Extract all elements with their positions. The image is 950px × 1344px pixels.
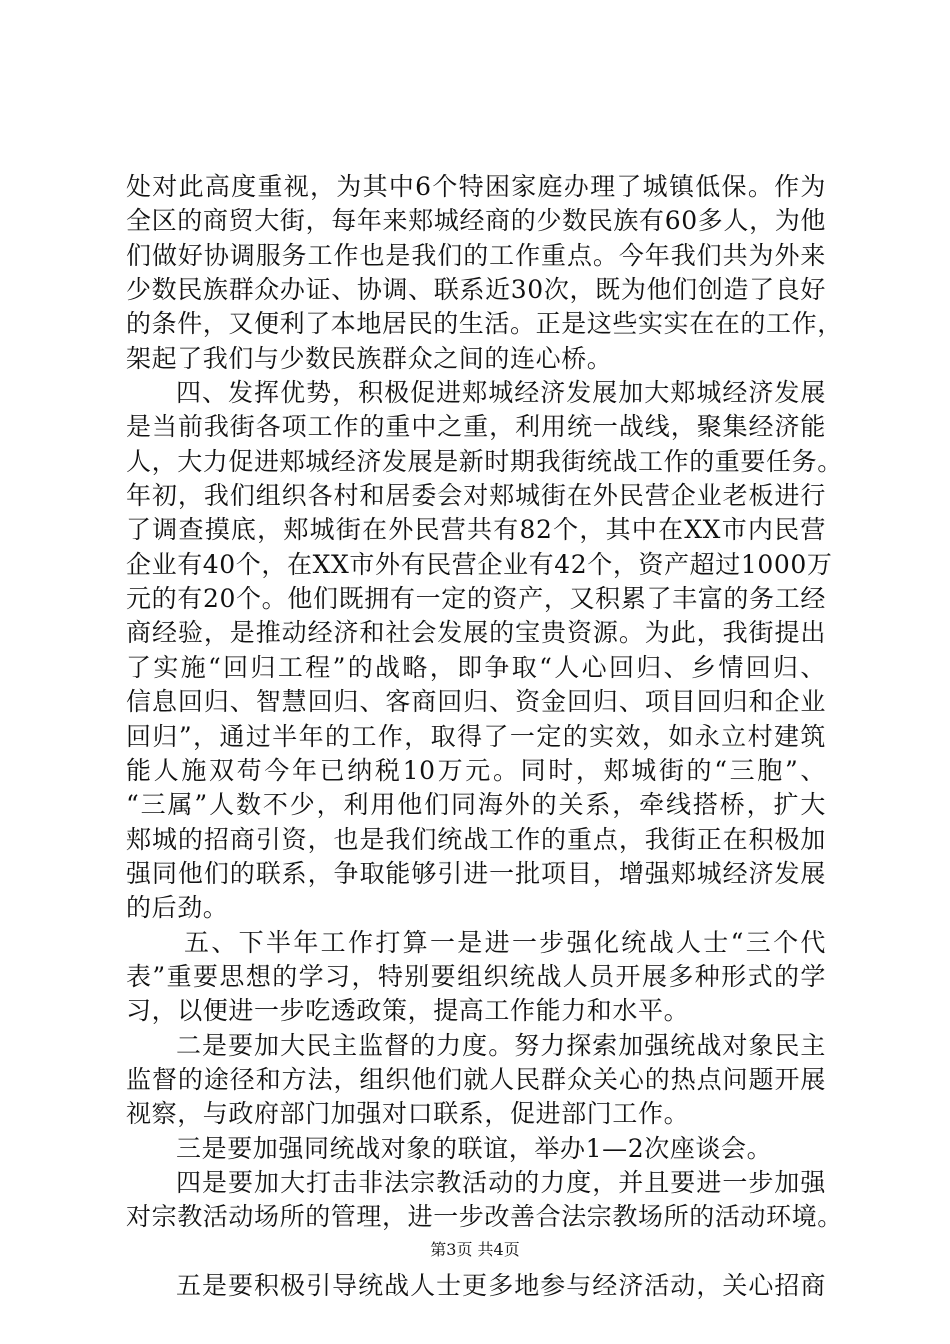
text-line: 视察，与政府部门加强对口联系，促进部门工作。 — [126, 1099, 690, 1129]
text-line: 强同他们的联系，争取能够引进一批项目，增强郏城经济发展 — [126, 858, 826, 888]
text-line: 了实施“回归工程”的战略，即争取“人心回归、乡情回归、 — [126, 652, 826, 682]
text-line: 的后劲。 — [126, 893, 229, 923]
text-line: 表”重要思想的学习，特别要组织统战人员开展多种形式的学 — [126, 961, 826, 991]
paragraph-start-line: 二是要加大民主监督的力度。努力探索加强统战对象民主 — [176, 1030, 826, 1060]
paragraph-start-line: 三是要加强同统战对象的联谊，举办1—2次座谈会。 — [176, 1133, 773, 1163]
text-line: 处对此高度重视，为其中6个特困家庭办理了城镇低保。作为 — [126, 172, 826, 201]
text-line: 架起了我们与少数民族群众之间的连心桥。 — [126, 343, 613, 373]
page-number-footer: 第3页 共4页 — [430, 1240, 520, 1259]
text-line: 信息回归、智慧回归、客商回归、资金回归、项目回归和企业 — [126, 687, 826, 717]
text-line: 企业有40个，在XX市外有民营企业有42个，资产超过1000万 — [126, 549, 833, 579]
text-line: 们做好协调服务工作也是我们的工作重点。今年我们共为外来 — [126, 240, 826, 270]
text-line: 人，大力促进郏城经济发展是新时期我街统战工作的重要任务。 — [126, 446, 843, 476]
paragraph-start-line: 五、下半年工作打算一是进一步强化统战人士“三个代 — [184, 927, 826, 957]
text-line: 的条件，又便利了本地居民的生活。正是这些实实在在的工作， — [126, 309, 843, 339]
text-line: 年初，我们组织各村和居委会对郏城街在外民营企业老板进行 — [126, 481, 826, 511]
text-line: 是当前我街各项工作的重中之重，利用统一战线，聚集经济能 — [126, 412, 826, 442]
text-line: 郏城的招商引资，也是我们统战工作的重点，我街正在积极加 — [126, 824, 826, 854]
text-line: 对宗教活动场所的管理，进一步改善合法宗教场所的活动环境。 — [126, 1202, 843, 1232]
text-line: 了调查摸底，郏城街在外民营共有82个，其中在XX市内民营 — [126, 515, 826, 545]
text-line: 元的有20个。他们既拥有一定的资产，又积累了丰富的务工经 — [126, 584, 826, 614]
paragraph-start-line: 五是要积极引导统战人士更多地参与经济活动，关心招商 — [176, 1270, 826, 1300]
text-line: “三属”人数不少，利用他们同海外的关系，牵线搭桥，扩大 — [126, 790, 826, 820]
text-line: 能人施双苟今年已纳税10万元。同时，郏城街的“三胞”、 — [126, 755, 826, 785]
document-body — [126, 170, 843, 1303]
text-line: 商经验，是推动经济和社会发展的宝贵资源。为此，我街提出 — [126, 618, 826, 648]
text-line: 少数民族群众办证、协调、联系近30次，既为他们创造了良好 — [126, 275, 826, 305]
paragraph-start-line: 四是要加大打击非法宗教活动的力度，并且要进一步加强 — [176, 1167, 826, 1197]
text-line: 回归”，通过半年的工作，取得了一定的实效，如永立村建筑 — [126, 721, 826, 751]
text-line: 监督的途径和方法，组织他们就人民群众关心的热点问题开展 — [126, 1064, 826, 1094]
text-line: 全区的商贸大街，每年来郏城经商的少数民族有60多人，为他 — [126, 206, 826, 236]
paragraph-start-line: 四、发挥优势，积极促进郏城经济发展加大郏城经济发展 — [176, 378, 826, 408]
text-line: 习，以便进一步吃透政策，提高工作能力和水平。 — [126, 996, 690, 1026]
